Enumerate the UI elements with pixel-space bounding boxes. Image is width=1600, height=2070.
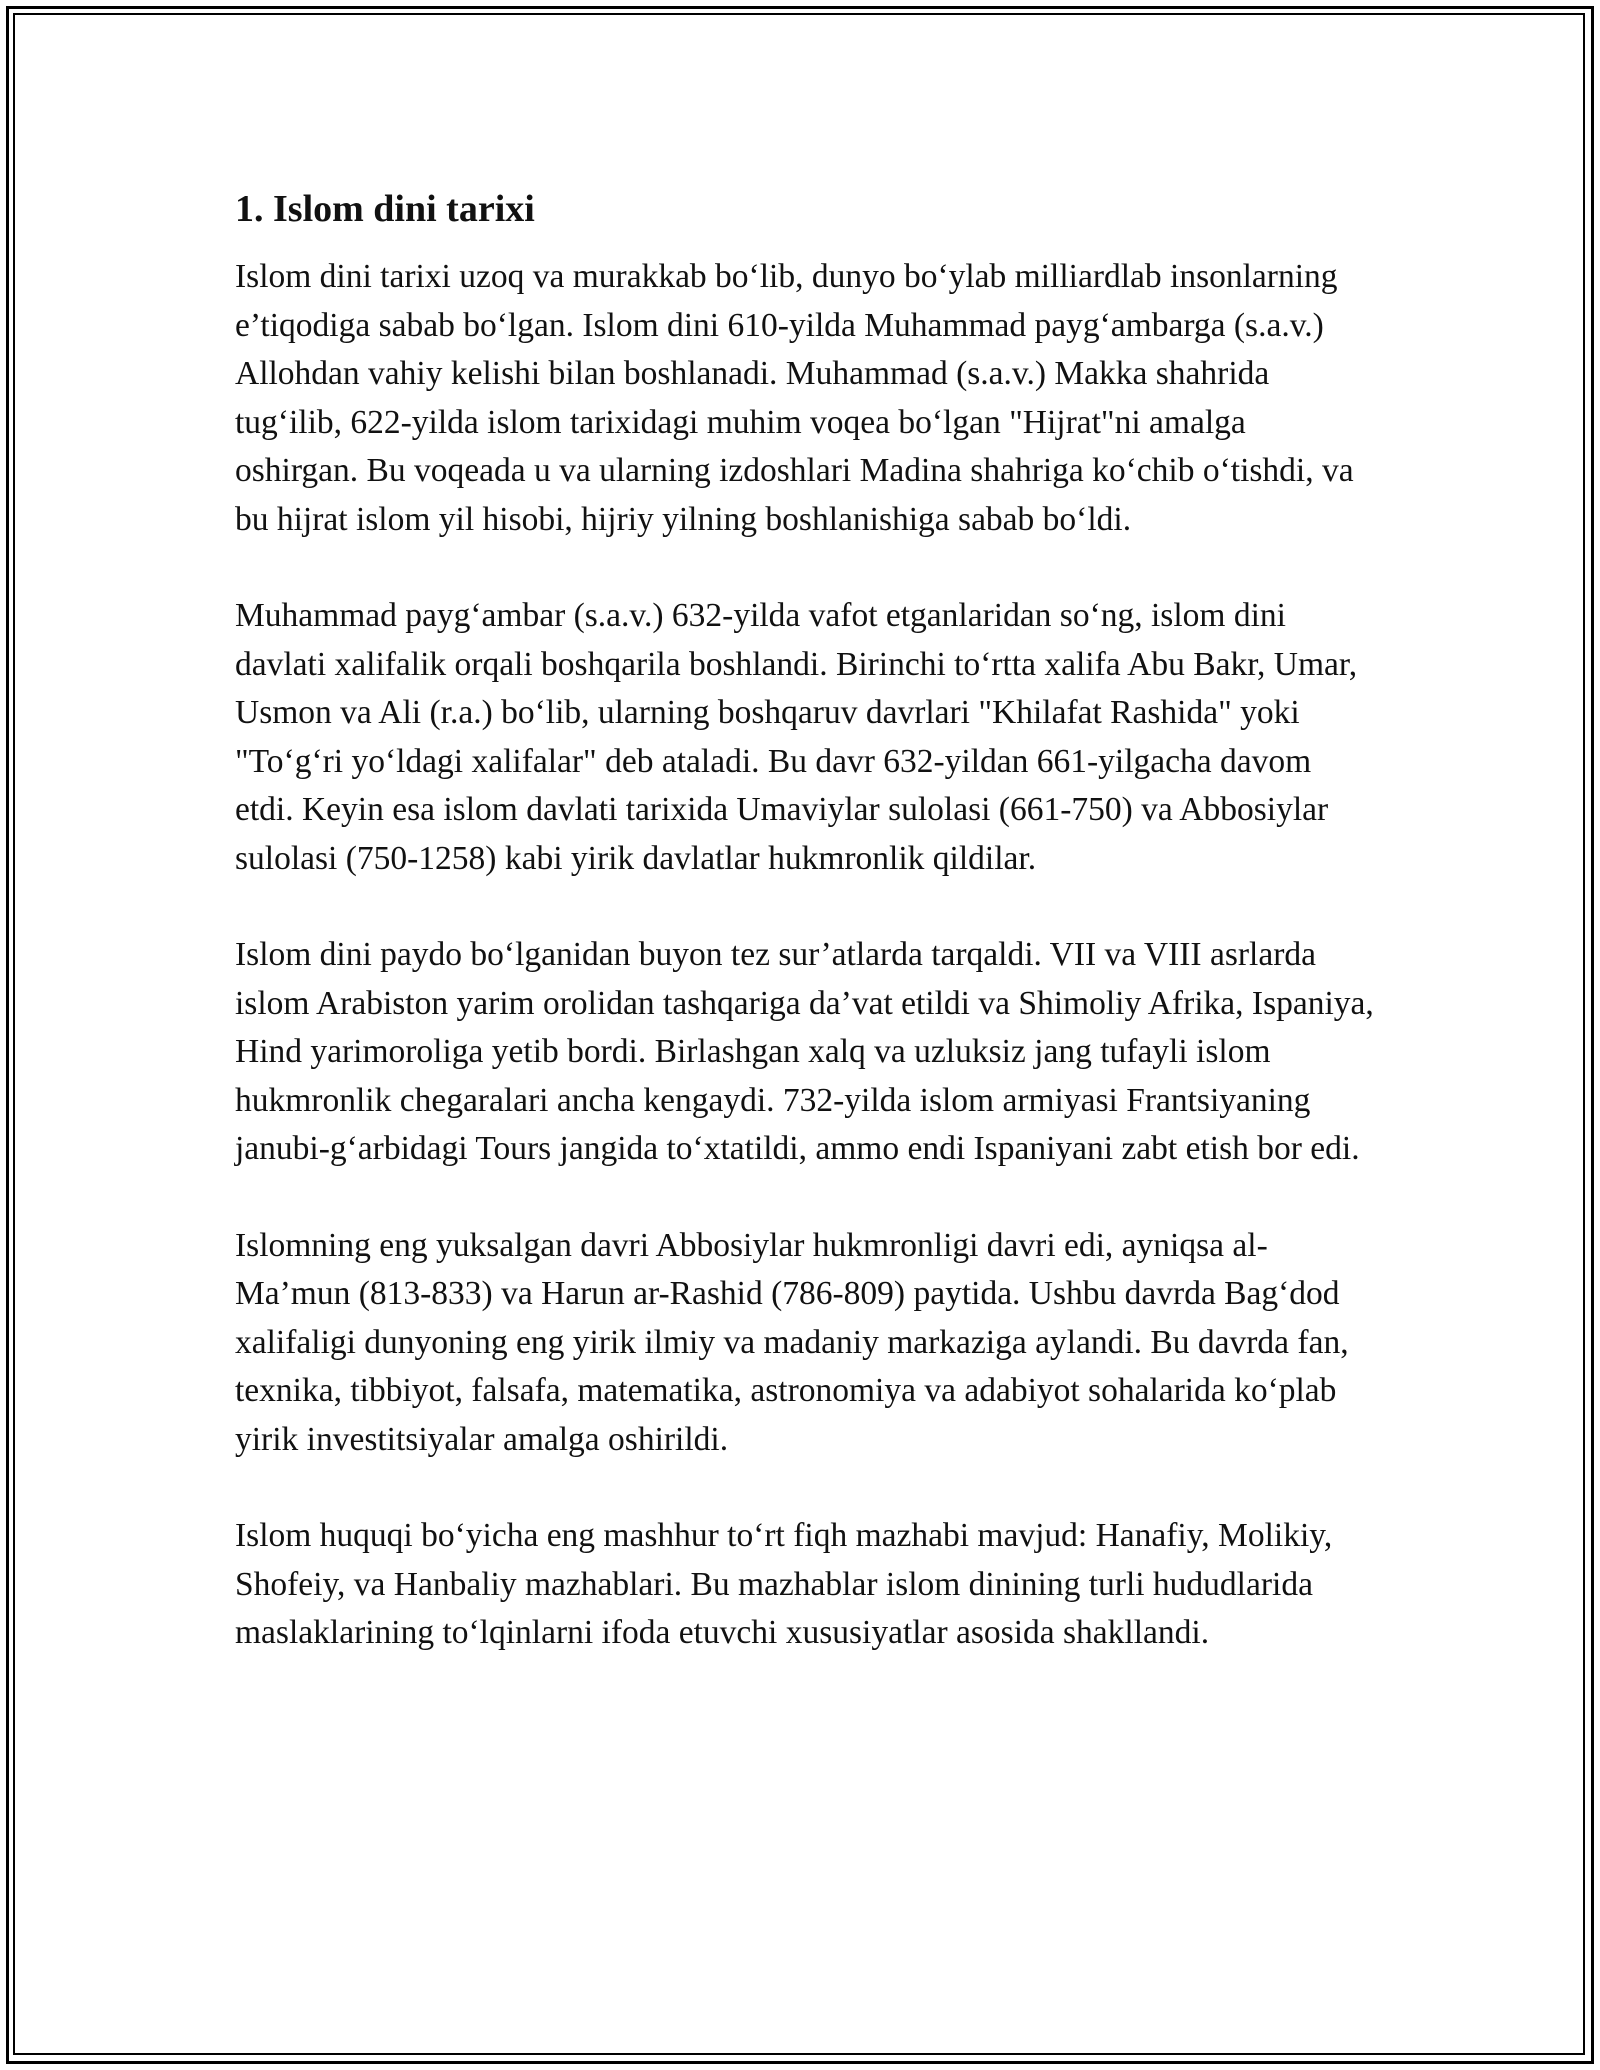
paragraph-history-origins: Islom dini tarixi uzoq va murakkab bo‘lib, dunyo bo‘ylab milliardlab insonlarning e’tiqodiga sabab bo‘lgan. Islom dini 610-yilda Muhammad payg‘ambarga (s.a.v.) Allohdan vahiy kelishi bilan boshlanadi. Muhammad (s.a.v.) Makka shahrida tug‘ilib, 622-yilda islom tarixidagi muhim voqea bo‘lgan "Hijrat"ni amalga oshirgan. Bu voqeada u va ularning izdoshlari Madina shahriga ko‘chib o‘tishdi, va bu hijrat islom yil hisobi, hijriy yilning boshlanishiga sabab bo‘ldi. xyxy=(235,258,1354,538)
section-heading: 1. Islom dini tarixi xyxy=(235,188,535,230)
paragraph-golden-age: Islomning eng yuksalgan davri Abbosiylar hukmronligi davri edi, ayniqsa al-Ma’mun (813-833) va Harun ar-Rashid (786-809) paytida. Ushbu davrda Bag‘dod xalifaligi dunyoning eng yirik ilmiy va madaniy markaziga aylandi. Bu davrda fan, texnika, tibbiyot, falsafa, matematika, astronomiya va adabiyot sohalarida ko‘plab yirik investitsiyalar amalga oshirildi. xyxy=(235,1226,1349,1458)
paragraph-expansion: Islom dini paydo bo‘lganidan buyon tez sur’atlarda tarqaldi. VII va VIII asrlarda islom Arabiston yarim orolidan tashqariga da’vat etildi va Shimoliy Afrika, Ispaniya, Hind yarimoroliga yetib bordi. Birlashgan xalq va uzluksiz jang tufayli islom hukmronlik chegaralari ancha kengaydi. 732-yilda islom armiyasi Frantsiyaning janubi-g‘arbidagi Tours jangida to‘xtatildi, ammo endi Ispaniyani zabt etish bor edi. xyxy=(235,936,1374,1167)
document-body xyxy=(235,185,1375,1706)
paragraph-caliphate: Muhammad payg‘ambar (s.a.v.) 632-yilda vafot etganlaridan so‘ng, islom dini davlati xalifalik orqali boshqarila boshlandi. Birinchi to‘rtta xalifa Abu Bakr, Umar, Usmon va Ali (r.a.) bo‘lib, ularning boshqaruv davrlari "Khilafat Rashida" yoki "To‘g‘ri yo‘ldagi xalifalar" deb ataladi. Bu davr 632-yildan 661-yilgacha davom etdi. Keyin esa islom davlati tarixida Umaviylar sulolasi (661-750) va Abbosiylar sulolasi (750-1258) kabi yirik davlatlar hukmronlik qildilar. xyxy=(235,597,1358,877)
paragraph-schools-of-law: Islom huquqi bo‘yicha eng mashhur to‘rt fiqh mazhabi mavjud: Hanafiy, Molikiy, Shofeiy, va Hanbaliy mazhablari. Bu mazhablar islom dinining turli hududlarida maslaklarining to‘lqinlarni ifoda etuvchi xususiyatlar asosida shakllandi. xyxy=(235,1517,1333,1651)
